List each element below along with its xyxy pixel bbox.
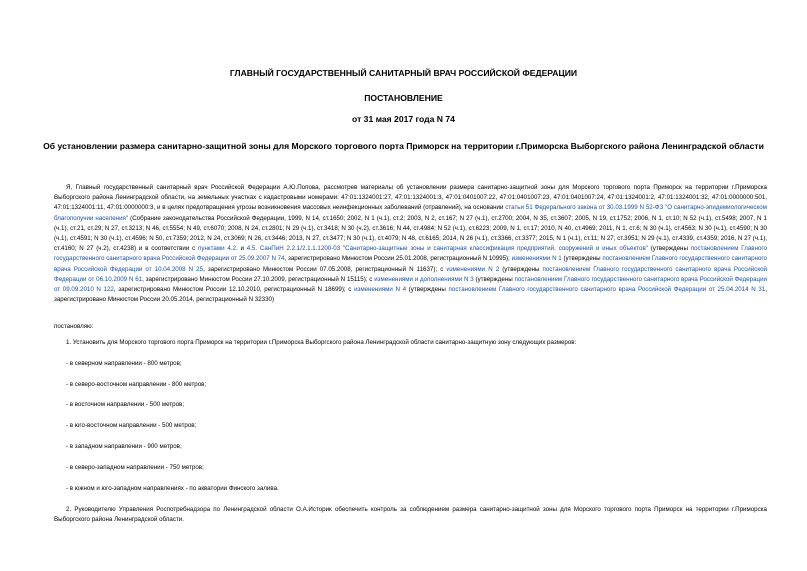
preamble-text-11: , зарегистрировано Минюстом России 12.10.2010, регистрационный N 18699); с (113, 286, 355, 294)
preamble-text-9: , зарегистрировано Минюстом России 27.10.2009, регистрационный N 15115); с (142, 275, 375, 283)
link-resolution-2010-n122[interactable]: постановлением Главного государственного санитарного врача Российской Федерации от 09.09.2010 N 122 (54, 275, 767, 294)
preamble-text-7: , зарегистрировано Минюстом России 07.05.2008, регистрационный N 11637); с (203, 265, 447, 273)
link-amendments-n1[interactable]: изменениями N 1 (511, 255, 562, 263)
preamble-text-13: , зарегистрировано Минюстом России 20.05.2014, регистрационный N 32330) (54, 286, 767, 304)
direction-north: - в северном направлении - 800 метров; (66, 360, 182, 367)
direction-south-southwest: - в южном и юго-западном направлениях - по акватории Финского залива. (66, 485, 279, 492)
preamble-text-6: (утверждены (561, 255, 603, 263)
preamble-paragraph (54, 183, 767, 305)
preamble-text-4: (утверждены (647, 245, 691, 253)
preamble-text-8: (утверждены (499, 265, 543, 273)
preamble-text-5: , зарегистрировано Минюстом России 25.01.2008, регистрационный N 10995); (284, 255, 512, 263)
preamble-text-12: (утверждены (406, 286, 449, 294)
direction-west: - в западном направлении - 900 метров; (66, 443, 182, 450)
link-amendments-n3[interactable]: изменениями и дополнениями N 3 (374, 275, 474, 283)
link-amendments-n4[interactable]: изменениями N 4 (354, 286, 407, 294)
direction-east: - в восточном направлении - 500 метров; (66, 401, 185, 408)
item-1-establish-zone: 1. Установить для Морского торгового порта Приморск на территории г.Приморска Выборгского района Ленинградской области санитарно-защитную зону следующих размеров: (66, 339, 577, 346)
link-resolution-2009-n61[interactable]: постановлением Главного государственного санитарного врача Российской Федерации от 06.10.2009 N 61 (54, 265, 767, 283)
preamble-text-2: (Собрание законодательства Российской Федерации, 1999, N 14, ст.1650; 2002, N 1 (ч.1), ст.2; 2003, N 2, ст.167; N 27 (ч.1), ст.2700; 2004, N 35, ст.3607; 2005, N 19, ст.1752; 2006, N 1, ст.10; N 52 (ч.1), ст.5498; 2007, N 1 (ч.1), ст.21, ст.29; N 27, ст.3213; N 46, ст.5554; N 49, ст.6070; 2008, N 24, ст.2801; N 29 (ч.1), ст.3418; N 30 (ч.2), ст.3616; N 44, ст.4984; N 52 (ч.1), ст.6223; 2009, N 1, ст.17; 2010, N 40, ст.4969; 2011, N 1, ст.6; N 30 (ч.1), ст.4563; N 30 (ч.1), ст.4590; N 30 (ч.1), ст.4591; N 30 (ч.1), ст.4596; N 50, ст.7359; 2012, N 24, ст.3069; N 26, ст.3446; 2013, N 27, ст.3477; N 30 (ч.1), ст.4079; N 48, ст.6165; 2014, N 26 (ч.1), ст.3366, ст.3377; 2015, N 1 (ч.1), ст.11; N 27, ст.3951; N 29 (ч.1), ст.4339, ст.4359; 2016, N 27 (ч.1), ст.4160; N 27 (ч.2), ст.4238) и в соответствии с (54, 214, 767, 253)
document-type: ПОСТАНОВЛЕНИЕ (364, 93, 443, 103)
direction-northwest: - в северо-западном направлении - 750 метров; (66, 464, 204, 471)
link-sanpin-clause-4-5[interactable]: 4.5. СанПиН 2.2.1/2.1.1.1200-03 "Санитарно-защитные зоны и санитарная классификация предприятий, сооружений и иных объектов" (246, 245, 648, 253)
issuing-authority: ГЛАВНЫЙ ГОСУДАРСТВЕННЫЙ САНИТАРНЫЙ ВРАЧ РОССИЙСКОЙ ФЕДЕРАЦИИ (229, 68, 578, 78)
direction-southeast: - в юго-восточном направлении - 500 метров; (66, 422, 197, 429)
link-resolution-2007-n74[interactable]: постановлением Главного государственного санитарного врача Российской Федерации от 25.09.2007 N 74 (54, 245, 767, 263)
preamble-text-1: Я, Главный государственный санитарный врач Российской Федерации А.Ю.Попова, рассмотрев материалы об установлении размера санитарно-защитной зоны для Морского торгового порта Приморск на территории г.Приморска Выборгского района Ленинградской области, на земельных участках с кадастровыми номерами: 47:01:1324001:27, 47:01:1324001:3, 47:01:0401007:22, 47:01:0401007:23, 47:01:0401007:24, 47:01:1324001:2, 47:01:1324001:32, 47:01:0000000:501, 47:01:1324001:11, 47:01:0000000:3, и в целях предотвращения угрозы возникновения массовых неинфекционных заболеваний (отравлений), на основании (54, 184, 767, 212)
direction-northeast: - в северо-восточном направлении - 800 метров; (66, 381, 207, 388)
link-amendments-n2[interactable]: изменениями N 2 (446, 265, 500, 273)
link-resolution-2008-n25[interactable]: постановлением Главного государственного санитарного врача Российской Федерации от 10.04.2008 N 25 (54, 255, 767, 273)
item-2-text: 2. Руководителю Управления Роспотребнадзора по Ленинградской области О.А.Историк обеспечить контроль за соблюдением размера санитарно-защитной зоны для Морского торгового порта Приморск на территории г.Приморска Выборгского района Ленинградской области. (54, 506, 767, 523)
document-title: Об установлении размера санитарно-защитной зоны для Морского торгового порта Приморск на территории г.Приморска Выборгского района Ленинградской области (43, 141, 764, 151)
link-resolution-2014-n31[interactable]: постановлением Главного государственного санитарного врача Российской Федерации от 25.04.2014 N 31 (448, 286, 766, 294)
preamble-text-10: (утверждены (473, 275, 515, 283)
resolving-clause: постановляю: (54, 323, 94, 330)
item-2-control-paragraph (54, 505, 767, 525)
preamble-text-3: и (237, 245, 247, 253)
document-date-number: от 31 мая 2017 года N 74 (352, 114, 455, 124)
link-federal-law-article-51[interactable]: статьи 51 Федерального закона от 30.03.1999 N 52-ФЗ "О санитарно-эпидемиологическом благополучии населения" (54, 204, 767, 222)
link-sanpin-clause-4-2[interactable]: пунктами 4.2. (198, 245, 238, 253)
